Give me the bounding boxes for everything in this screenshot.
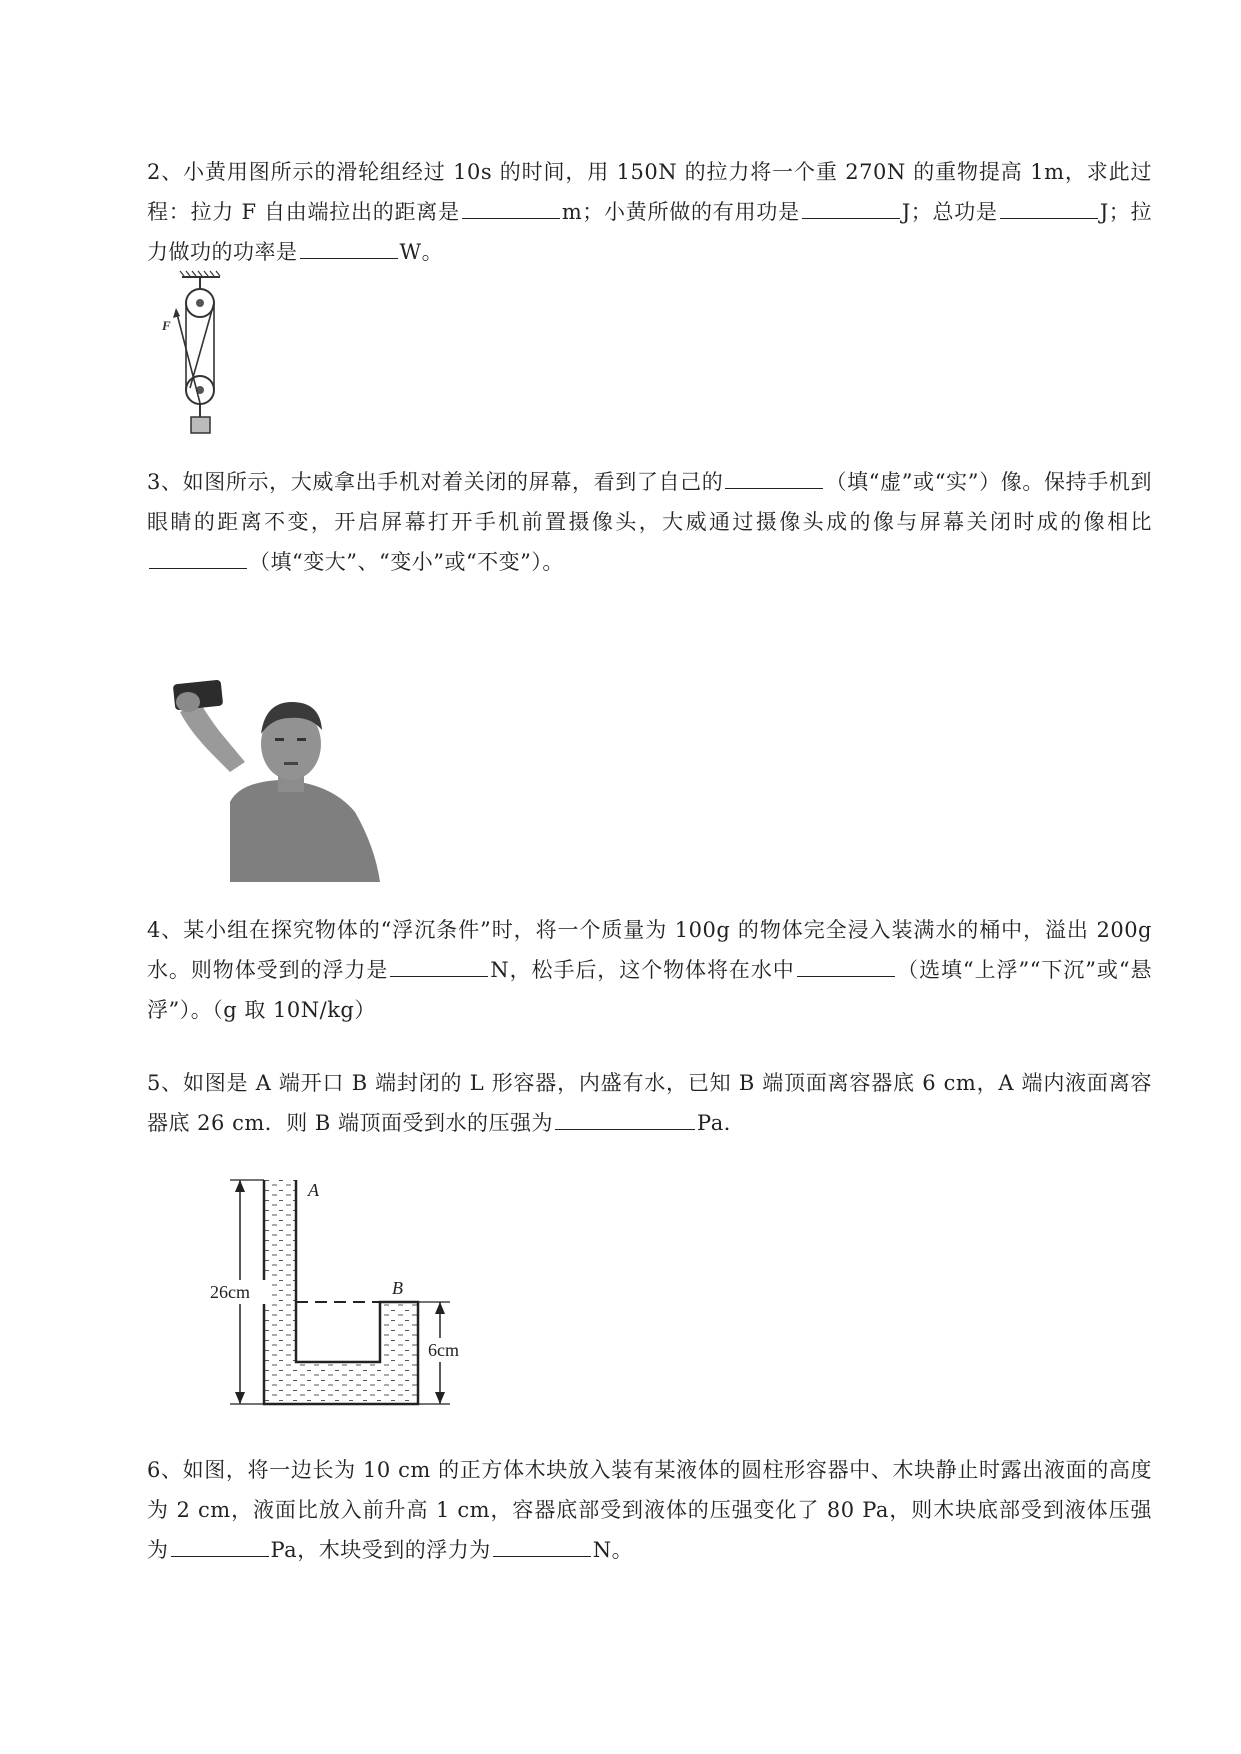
q6-text-2: Pa，木块受到的浮力为: [270, 1538, 491, 1562]
q2-answer-useful-work-blank[interactable]: [802, 196, 900, 219]
q2-text-2: m；小黄所做的有用功是: [561, 200, 800, 224]
selfie-man-photo: [160, 672, 390, 882]
q2-text-1: 2、小黄用图所示的滑轮组经过 10s 的时间，用 150N 的拉力将一个重 270N 的重物提高 1m，求此过程：拉力 F 自由端拉出的距离是: [147, 160, 1152, 224]
q6-answer-bottom-pressure-blank[interactable]: [171, 1534, 269, 1557]
q6-text-3: N。: [592, 1538, 634, 1562]
force-label: F: [162, 318, 171, 333]
q4-text-1: 4、某小组在探究物体的“浮沉条件”时，将一个质量为 100g 的物体完全浸入装满水的桶中，溢出 200g 水。则物体受到的浮力是: [147, 918, 1152, 982]
q6-answer-buoyant-force-blank[interactable]: [493, 1534, 591, 1557]
question-2: [147, 152, 1152, 272]
q2-answer-power-blank[interactable]: [300, 236, 398, 259]
q2-text-4: J；拉力做功的功率是: [147, 200, 1153, 264]
label-b: B: [392, 1278, 403, 1298]
q3-answer-size-change-blank[interactable]: [149, 546, 247, 569]
height-label-26cm: 26cm: [210, 1282, 250, 1302]
question-5: [147, 1063, 1152, 1143]
q3-answer-image-type-blank[interactable]: [725, 466, 823, 489]
q2-answer-total-work-blank[interactable]: [1000, 196, 1098, 219]
q2-text-3: J；总功是: [901, 200, 998, 224]
q5-answer-pressure-blank[interactable]: [555, 1107, 695, 1130]
label-a: A: [308, 1180, 319, 1200]
q4-text-2: N，松手后，这个物体将在水中: [490, 958, 795, 982]
q5-text-1: 5、如图是 A 端开口 B 端封闭的 L 形容器，内盛有水，已知 B 端顶面离容器底 6 cm，A 端内液面离容器底 26 cm．则 B 端顶面受到水的压强为: [147, 1071, 1152, 1135]
q3-text-2: （填“虚”或“实”）像。保持手机到眼睛的距离不变，开启屏幕打开手机前置摄像头，大威通过摄像头成的像与屏幕关闭时成的像相比: [147, 470, 1152, 534]
q2-text-5: W。: [399, 240, 444, 264]
q4-answer-buoyancy-blank[interactable]: [390, 954, 488, 977]
question-6: [147, 1450, 1152, 1570]
q6-text-1: 6、如图，将一边长为 10 cm 的正方体木块放入装有某液体的圆柱形容器中、木块静止时露出液面的高度为 2 cm，液面比放入前升高 1 cm，容器底部受到液体的压强变化了 80 Pa，则木块底部受到液体压强为: [147, 1458, 1152, 1562]
question-3: [147, 462, 1152, 582]
l-shaped-container-figure: [200, 1170, 470, 1410]
q2-answer-distance-blank[interactable]: [462, 196, 560, 219]
q3-text-3: （填“变大”、“变小”或“不变”）。: [249, 550, 564, 574]
q5-text-2: Pa．: [697, 1111, 746, 1135]
height-label-6cm: 6cm: [428, 1340, 459, 1360]
q3-text-1: 3、如图所示，大威拿出手机对着关闭的屏幕，看到了自己的: [147, 470, 724, 494]
q4-text-3: （选填“上浮”“下沉”或“悬浮”）。（g 取 10N/kg）: [147, 958, 1153, 1022]
pulley-system-figure: [160, 270, 260, 440]
q4-answer-float-state-blank[interactable]: [797, 954, 895, 977]
question-4: [147, 910, 1152, 1030]
